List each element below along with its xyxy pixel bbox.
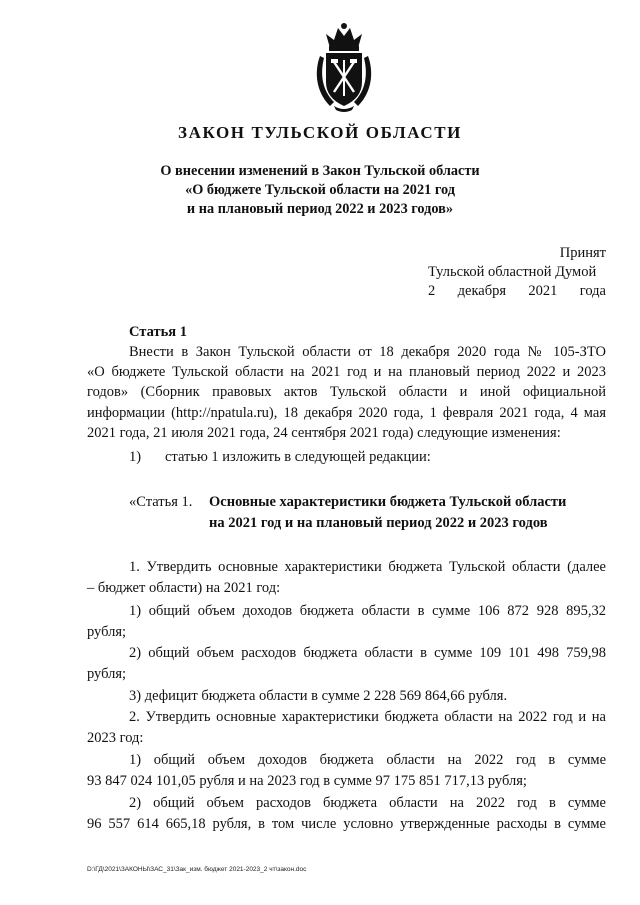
subtitle-line: «О бюджете Тульской области на 2021 год bbox=[185, 182, 455, 198]
date-day: 2 bbox=[428, 283, 436, 299]
article-heading: Статья 1 bbox=[129, 324, 187, 340]
list-item-text: статью 1 изложить в следующей редакции: bbox=[165, 449, 431, 465]
paragraph-line: 96 557 614 665,18 рубля, в том числе условно утвержденные расходы в сумме bbox=[87, 816, 606, 832]
adoption-date bbox=[428, 282, 606, 301]
paragraph-line: 2023 год: bbox=[87, 730, 144, 746]
date-month: декабря bbox=[457, 283, 506, 299]
paragraph-line: рубля; bbox=[87, 666, 127, 682]
paragraph-line: 1) общий объем доходов бюджета области на 2022 год в сумме bbox=[129, 752, 606, 768]
paragraph-line: 1. Утвердить основные характеристики бюджета Тульской области (далее bbox=[129, 559, 606, 575]
paragraph-line: 93 847 024 101,05 рубля и на 2023 год в сумме 97 175 851 717,13 рубля; bbox=[87, 773, 527, 789]
paragraph-line: рубля; bbox=[87, 624, 127, 640]
new-article-label: «Статья 1. bbox=[129, 494, 193, 510]
subtitle-line: и на плановый период 2022 и 2023 годов» bbox=[186, 201, 454, 217]
subtitle-line: О внесении изменений в Закон Тульской области bbox=[160, 163, 480, 179]
file-path-footer: D:\ГД\2021\ЗАКОНЫ\ЗАС_31\Зак_изм. бюджет 2021-2023_2 чт\закон.doc bbox=[87, 866, 307, 873]
paragraph-line: 2) общий объем расходов бюджета области на 2022 год в сумме bbox=[129, 795, 606, 811]
paragraph-line: 2. Утвердить основные характеристики бюджета области на 2022 год и на bbox=[129, 709, 606, 725]
list-item-number: 1) bbox=[129, 449, 142, 465]
paragraph-line: 2) общий объем расходов бюджета области в сумме 109 101 498 759,98 bbox=[129, 645, 606, 661]
paragraph-line: «О бюджете Тульской области на 2021 год и на плановый период 2022 и 2023 bbox=[87, 364, 606, 380]
paragraph-line: Внести в Закон Тульской области от 18 декабря 2020 года № 105-ЗТО bbox=[129, 344, 606, 360]
adopted-by: Тульской областной Думой bbox=[428, 264, 597, 280]
law-subtitle bbox=[60, 162, 580, 219]
date-year: 2021 bbox=[528, 283, 558, 299]
new-article-title: Основные характеристики бюджета Тульской области bbox=[209, 494, 567, 510]
paragraph-line: – бюджет области) на 2021 год: bbox=[87, 580, 281, 596]
date-suffix: года bbox=[579, 283, 606, 299]
law-title: ЗАКОН ТУЛЬСКОЙ ОБЛАСТИ bbox=[178, 123, 462, 142]
paragraph-line: информации (http://npatula.ru), 18 декабря 2020 года, 1 февраля 2021 года, 4 мая bbox=[87, 405, 606, 421]
paragraph-line: 2021 года, 21 июля 2021 года, 24 сентября 2021 года) следующие изменения: bbox=[87, 425, 561, 441]
adoption-block bbox=[428, 244, 606, 301]
paragraph-line: годов» (Сборник правовых актов Тульской области и иной официальной bbox=[87, 384, 606, 400]
paragraph-line: 1) общий объем доходов бюджета области в сумме 106 872 928 895,32 bbox=[129, 603, 606, 619]
adopted-word: Принят bbox=[559, 245, 606, 261]
new-article-title: на 2021 год и на плановый период 2022 и 2023 годов bbox=[209, 515, 548, 531]
coat-of-arms-icon bbox=[312, 22, 376, 112]
paragraph-line: 3) дефицит бюджета области в сумме 2 228 569 864,66 рубля. bbox=[129, 688, 508, 704]
